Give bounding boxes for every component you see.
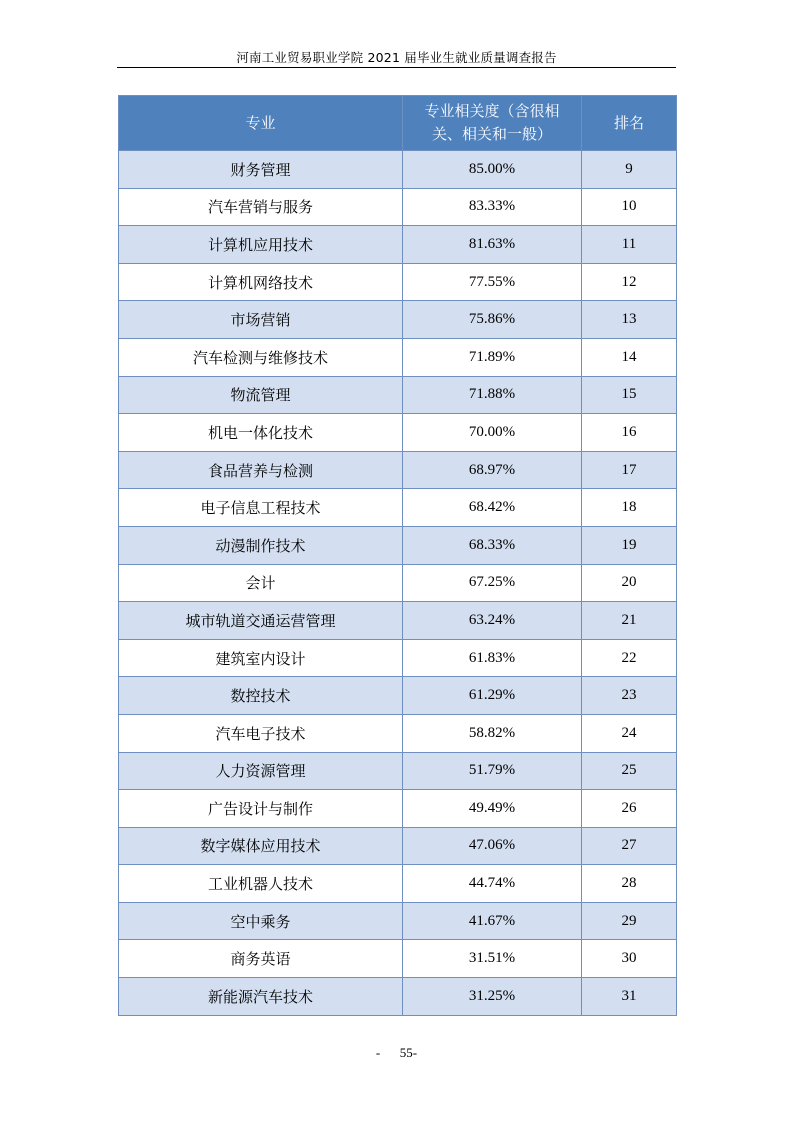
page-number: - 55-	[375, 1045, 418, 1060]
table-row	[119, 602, 677, 640]
rank-cell: 16	[582, 414, 677, 452]
relevance-rate-cell: 70.00%	[403, 414, 582, 452]
header-divider	[117, 67, 676, 68]
relevance-rate-cell: 85.00%	[403, 151, 582, 189]
major-name-cell: 汽车营销与服务	[119, 188, 403, 226]
relevance-rate-cell: 61.83%	[403, 639, 582, 677]
column-header-major: 专业	[119, 96, 403, 151]
column-header-relevance-text: 专业相关度（含很相关、相关和一般）	[424, 102, 560, 143]
rank-cell: 13	[582, 301, 677, 339]
major-name-cell: 工业机器人技术	[119, 865, 403, 903]
rank-cell: 19	[582, 526, 677, 564]
rank-cell: 23	[582, 677, 677, 715]
major-name-cell: 财务管理	[119, 151, 403, 189]
report-header-title: 河南工业贸易职业学院 2021 届毕业生就业质量调查报告	[236, 50, 557, 65]
table-row	[119, 978, 677, 1016]
table-row	[119, 564, 677, 602]
rank-cell: 25	[582, 752, 677, 790]
rank-cell: 18	[582, 489, 677, 527]
major-name-cell: 广告设计与制作	[119, 790, 403, 828]
rank-cell: 15	[582, 376, 677, 414]
major-name-cell: 空中乘务	[119, 902, 403, 940]
relevance-rate-cell: 47.06%	[403, 827, 582, 865]
major-name-cell: 商务英语	[119, 940, 403, 978]
relevance-rate-cell: 44.74%	[403, 865, 582, 903]
relevance-rate-cell: 63.24%	[403, 602, 582, 640]
major-name-cell: 计算机网络技术	[119, 263, 403, 301]
major-name-cell: 计算机应用技术	[119, 226, 403, 264]
rank-cell: 29	[582, 902, 677, 940]
rank-cell: 26	[582, 790, 677, 828]
relevance-rate-cell: 71.88%	[403, 376, 582, 414]
relevance-rate-cell: 83.33%	[403, 188, 582, 226]
table-row	[119, 940, 677, 978]
rank-cell: 27	[582, 827, 677, 865]
major-name-cell: 数控技术	[119, 677, 403, 715]
relevance-rate-cell: 61.29%	[403, 677, 582, 715]
table-row	[119, 677, 677, 715]
major-name-cell: 会计	[119, 564, 403, 602]
table-row	[119, 301, 677, 339]
rank-cell: 28	[582, 865, 677, 903]
table-row	[119, 526, 677, 564]
rank-cell: 22	[582, 639, 677, 677]
relevance-rate-cell: 68.33%	[403, 526, 582, 564]
relevance-rate-cell: 31.25%	[403, 978, 582, 1016]
table-row	[119, 338, 677, 376]
major-name-cell: 汽车检测与维修技术	[119, 338, 403, 376]
relevance-rate-cell: 75.86%	[403, 301, 582, 339]
table-row	[119, 865, 677, 903]
rank-cell: 20	[582, 564, 677, 602]
rank-cell: 12	[582, 263, 677, 301]
relevance-rate-cell: 41.67%	[403, 902, 582, 940]
major-name-cell: 食品营养与检测	[119, 451, 403, 489]
column-header-rank: 排名	[582, 96, 677, 151]
table-row	[119, 376, 677, 414]
major-name-cell: 动漫制作技术	[119, 526, 403, 564]
major-name-cell: 物流管理	[119, 376, 403, 414]
table-row	[119, 752, 677, 790]
relevance-rate-cell: 68.42%	[403, 489, 582, 527]
relevance-rate-cell: 77.55%	[403, 263, 582, 301]
table-row	[119, 790, 677, 828]
major-name-cell: 市场营销	[119, 301, 403, 339]
table-row	[119, 188, 677, 226]
major-name-cell: 城市轨道交通运营管理	[119, 602, 403, 640]
relevance-rate-cell: 31.51%	[403, 940, 582, 978]
rank-cell: 31	[582, 978, 677, 1016]
table-row	[119, 414, 677, 452]
relevance-rate-cell: 71.89%	[403, 338, 582, 376]
table-header-row	[119, 96, 677, 151]
major-name-cell: 汽车电子技术	[119, 714, 403, 752]
major-name-cell: 电子信息工程技术	[119, 489, 403, 527]
relevance-rate-cell: 58.82%	[403, 714, 582, 752]
rank-cell: 10	[582, 188, 677, 226]
major-name-cell: 新能源汽车技术	[119, 978, 403, 1016]
table-row	[119, 263, 677, 301]
rank-cell: 21	[582, 602, 677, 640]
table-row	[119, 714, 677, 752]
table-row	[119, 639, 677, 677]
major-name-cell: 建筑室内设计	[119, 639, 403, 677]
major-name-cell: 人力资源管理	[119, 752, 403, 790]
relevance-rate-cell: 81.63%	[403, 226, 582, 264]
rank-cell: 11	[582, 226, 677, 264]
rank-cell: 9	[582, 151, 677, 189]
table-row	[119, 226, 677, 264]
rank-cell: 30	[582, 940, 677, 978]
relevance-rate-cell: 51.79%	[403, 752, 582, 790]
major-name-cell: 数字媒体应用技术	[119, 827, 403, 865]
table-row	[119, 151, 677, 189]
rank-cell: 17	[582, 451, 677, 489]
rank-cell: 24	[582, 714, 677, 752]
table-row	[119, 827, 677, 865]
table-row	[119, 902, 677, 940]
rank-cell: 14	[582, 338, 677, 376]
major-relevance-table	[118, 95, 677, 1016]
column-header-relevance	[403, 96, 582, 151]
table-row	[119, 489, 677, 527]
major-name-cell: 机电一体化技术	[119, 414, 403, 452]
relevance-rate-cell: 49.49%	[403, 790, 582, 828]
relevance-rate-cell: 68.97%	[403, 451, 582, 489]
relevance-rate-cell: 67.25%	[403, 564, 582, 602]
table-row	[119, 451, 677, 489]
